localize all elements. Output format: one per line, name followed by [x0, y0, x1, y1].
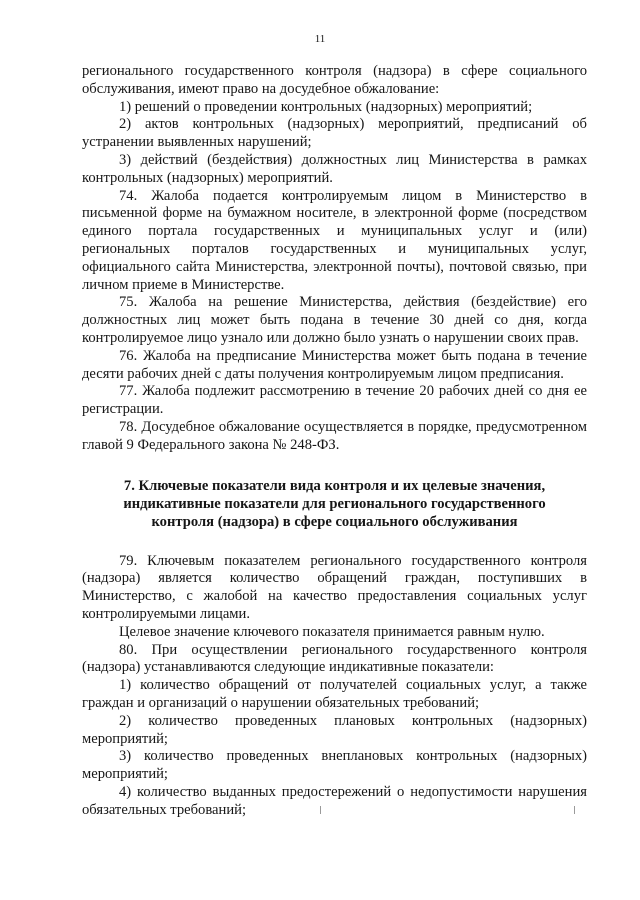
section-heading: 7. Ключевые показатели вида контроля и их целевые значения, индикативные показатели для регионального государственного контроля (надзора) в сфере социального обслуживания	[123, 477, 546, 530]
paragraph: 79. Ключевым показателем регионального государственного контроля (надзора) является количество обращений граждан, поступивших в Министерство, с жалобой на качество предоставления социальных услуг контролируемыми лицами.	[82, 552, 587, 622]
paragraph: 4) количество выданных предостережений о недопустимости нарушения обязательных требований;	[82, 783, 587, 818]
paragraph: 75. Жалоба на решение Министерства, действия (бездействие) его должностных лиц может быть подана в течение 30 дней со дня, когда контролируемое лицо узнало или должно было узнать о нарушении своих прав.	[82, 294, 587, 346]
paragraph: 2) актов контрольных (надзорных) мероприятий, предписаний об устранении выявленных нарушений;	[82, 116, 587, 151]
paragraph: 1) решений о проведении контрольных (надзорных) мероприятий;	[119, 98, 533, 115]
paragraph: 76. Жалоба на предписание Министерства может быть подана в течение десяти рабочих дней с даты получения контролируемым лицом предписания.	[82, 347, 587, 382]
paragraph: Целевое значение ключевого показателя принимается равным нулю.	[119, 623, 545, 640]
scan-artifact	[574, 806, 575, 814]
paragraph: 3) количество проведенных внеплановых контрольных (надзорных) мероприятий;	[82, 748, 587, 783]
paragraph: регионального государственного контроля (надзора) в сфере социального обслуживания, имеют право на досудебное обжалование:	[82, 63, 587, 97]
document-body	[82, 63, 587, 819]
paragraph: 1) количество обращений от получателей социальных услуг, а также граждан и организаций о нарушении обязательных требований;	[82, 677, 587, 711]
paragraph: 78. Досудебное обжалование осуществляется в порядке, предусмотренном главой 9 Федерального закона № 248-ФЗ.	[82, 418, 587, 453]
paragraph: 77. Жалоба подлежит рассмотрению в течение 20 рабочих дней со дня ее регистрации.	[82, 383, 587, 418]
paragraph: 3) действий (бездействия) должностных лиц Министерства в рамках контрольных (надзорных) мероприятий.	[82, 151, 587, 186]
paragraph: 2) количество проведенных плановых контрольных (надзорных) мероприятий;	[82, 712, 587, 747]
paragraph: 74. Жалоба подается контролируемым лицом в Министерство в письменной форме на бумажном носителе, в электронной форме (посредством единого портала государственных и муниципальных услуг и (или) региональных порталов государственных и муниципальных услуг, официального сайта Министерства, электронной почты), почтовой связью, при личном приеме в Министерстве.	[82, 187, 587, 293]
paragraph: 80. При осуществлении регионального государственного контроля (надзора) устанавливаются следующие индикативные показатели:	[82, 641, 587, 676]
page-number: 11	[314, 33, 326, 45]
scan-artifact	[320, 806, 321, 814]
